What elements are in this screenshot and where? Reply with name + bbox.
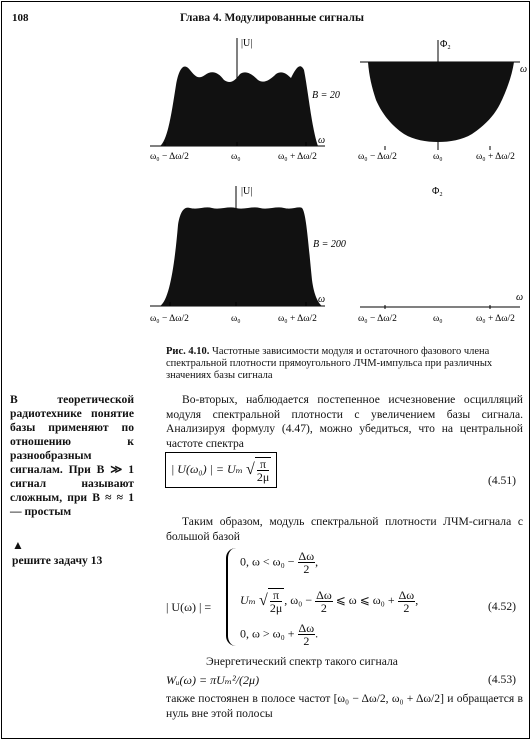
eq451-number: (4.51) xyxy=(488,474,517,487)
axis-label: Φ₂ xyxy=(440,39,451,50)
eq452-case1-text: 0, ω < ω₀ − xyxy=(240,554,295,569)
tick-right: ω₀ + Δω/2 xyxy=(476,314,515,324)
eq452-case2-f2-den: 2 xyxy=(403,600,410,615)
eq452-case-1: 0, ω < ω₀ − $\frac{\Delta\omega}{2}$ , xyxy=(240,549,319,576)
eq452-case2-mid2: ⩽ ω ⩽ ω₀ + xyxy=(335,592,395,607)
panel-phase-b200 xyxy=(358,186,523,324)
axis-label: |U| xyxy=(241,38,253,49)
spectrum-b20 xyxy=(160,66,318,146)
eq451-rad-num: π xyxy=(257,458,269,471)
triangle-icon: ▲ xyxy=(12,538,24,552)
eq452-brace xyxy=(226,548,238,646)
tick-center: ω₀ xyxy=(433,314,443,324)
eq452-lhs: | U(ω) | = xyxy=(166,600,212,614)
eq452-case1-num: Δω xyxy=(298,549,315,563)
axis-label: |U| xyxy=(241,186,253,197)
eq452-case2-pre: Uₘ xyxy=(240,592,257,607)
eq453-number: (4.53) xyxy=(488,673,517,686)
tick-right: ω₀ + Δω/2 xyxy=(278,314,317,324)
spectrum-b200 xyxy=(160,207,322,306)
caption-label: Рис. 4.10. xyxy=(166,346,210,357)
x-axis-label: ω xyxy=(516,292,524,303)
phase-b20 xyxy=(368,62,514,142)
paragraph-2: Таким образом, модуль спектральной плотности ЛЧМ-сигнала с большой базой xyxy=(166,515,523,543)
eq452-case1-den: 2 xyxy=(303,562,310,576)
paragraph-4: также постоянен в полосе частот [ω₀ − Δω/2, ω₀ + Δω/2] и обращается в нуль вне этой полосы xyxy=(166,692,523,720)
figure-caption xyxy=(166,346,526,382)
axis-label: Φ₂ xyxy=(432,186,443,197)
figure-4-10 xyxy=(0,0,531,345)
equation-4-51: | U(ω₀) | = Uₘ √ $\frac{\pi}{2\mu}$ xyxy=(165,452,277,488)
tick-right: ω₀ + Δω/2 xyxy=(476,152,515,162)
eq452-case2-mid: , ω₀ − xyxy=(284,592,313,607)
tick-right: ω₀ + Δω/2 xyxy=(278,152,317,162)
chapter-title: Глава 4. Модулированные сигналы xyxy=(180,12,364,24)
equation-4-53: Wᵤ(ω) = πUₘ²/(2μ) xyxy=(166,673,260,687)
task-reference: решите задачу 13 xyxy=(12,554,103,567)
page-number: 108 xyxy=(12,12,29,24)
sidebar-note: В теоретической радиотехнике понятие базы применяют по отношению к разнообразным сигналам. При B ≫ 1 сигнал называют сложным, при B ≈ ≈ 1 — простым xyxy=(10,393,134,518)
panel-mag-b20 xyxy=(150,38,340,162)
tick-center: ω₀ xyxy=(433,152,443,162)
eq452-case2-f2-num: Δω xyxy=(398,587,415,602)
tick-left: ω₀ − Δω/2 xyxy=(358,152,397,162)
panel-mag-b200 xyxy=(150,186,346,324)
eq452-case2-rad-num: π xyxy=(270,589,282,602)
tick-center: ω₀ xyxy=(231,314,241,324)
eq452-number: (4.52) xyxy=(488,600,517,613)
eq452-case3-den: 2 xyxy=(303,634,310,648)
eq452-case3-text: 0, ω > ω₀ + xyxy=(240,626,295,641)
eq452-case3-num: Δω xyxy=(298,621,315,635)
x-axis-label: ω xyxy=(520,64,528,75)
eq452-case2-f1-num: Δω xyxy=(316,587,332,602)
b-label: B = 200 xyxy=(313,239,346,250)
tick-center: ω₀ xyxy=(231,152,241,162)
tick-left: ω₀ − Δω/2 xyxy=(358,314,397,324)
paragraph-1: Во-вторых, наблюдается постепенное исчезновение осцилляций модуля спектральной плотности с увеличением базы сигнала. Анализируя формулу (4.47), можно убедиться, что на центральной частоте спектра xyxy=(166,393,523,450)
panel-phase-b20 xyxy=(358,39,527,162)
caption-text: Частотные зависимости модуля и остаточного фазового члена спектральной плотности прямоугольного ЛЧМ-импульса при различных значениях базы сигнала xyxy=(166,346,493,381)
b-label: B = 20 xyxy=(312,90,340,101)
tick-left: ω₀ − Δω/2 xyxy=(150,314,189,324)
eq452-case2-rad-den: 2μ xyxy=(269,601,283,615)
eq451-rad-den: 2μ xyxy=(256,470,270,484)
eq451-lhs: | U(ω₀) | = Uₘ xyxy=(171,461,244,476)
eq452-case2-f1-den: 2 xyxy=(320,600,327,615)
paragraph-3: Энергетический спектр такого сигнала xyxy=(206,655,398,668)
x-axis-label: ω xyxy=(318,135,326,146)
eq452-case-3: 0, ω > ω₀ + $\frac{\Delta\omega}{2}$ . xyxy=(240,621,319,648)
tick-left: ω₀ − Δω/2 xyxy=(150,152,189,162)
eq452-case-2: Uₘ √ $\frac{\pi}{2\mu}$ , ω₀ − $\frac{\Delta\omega}{2}$ ⩽ ω ⩽ ω₀ + $\frac{\Delta\omega}{2}$ , xyxy=(240,587,419,615)
x-axis-label: ω xyxy=(318,294,326,305)
